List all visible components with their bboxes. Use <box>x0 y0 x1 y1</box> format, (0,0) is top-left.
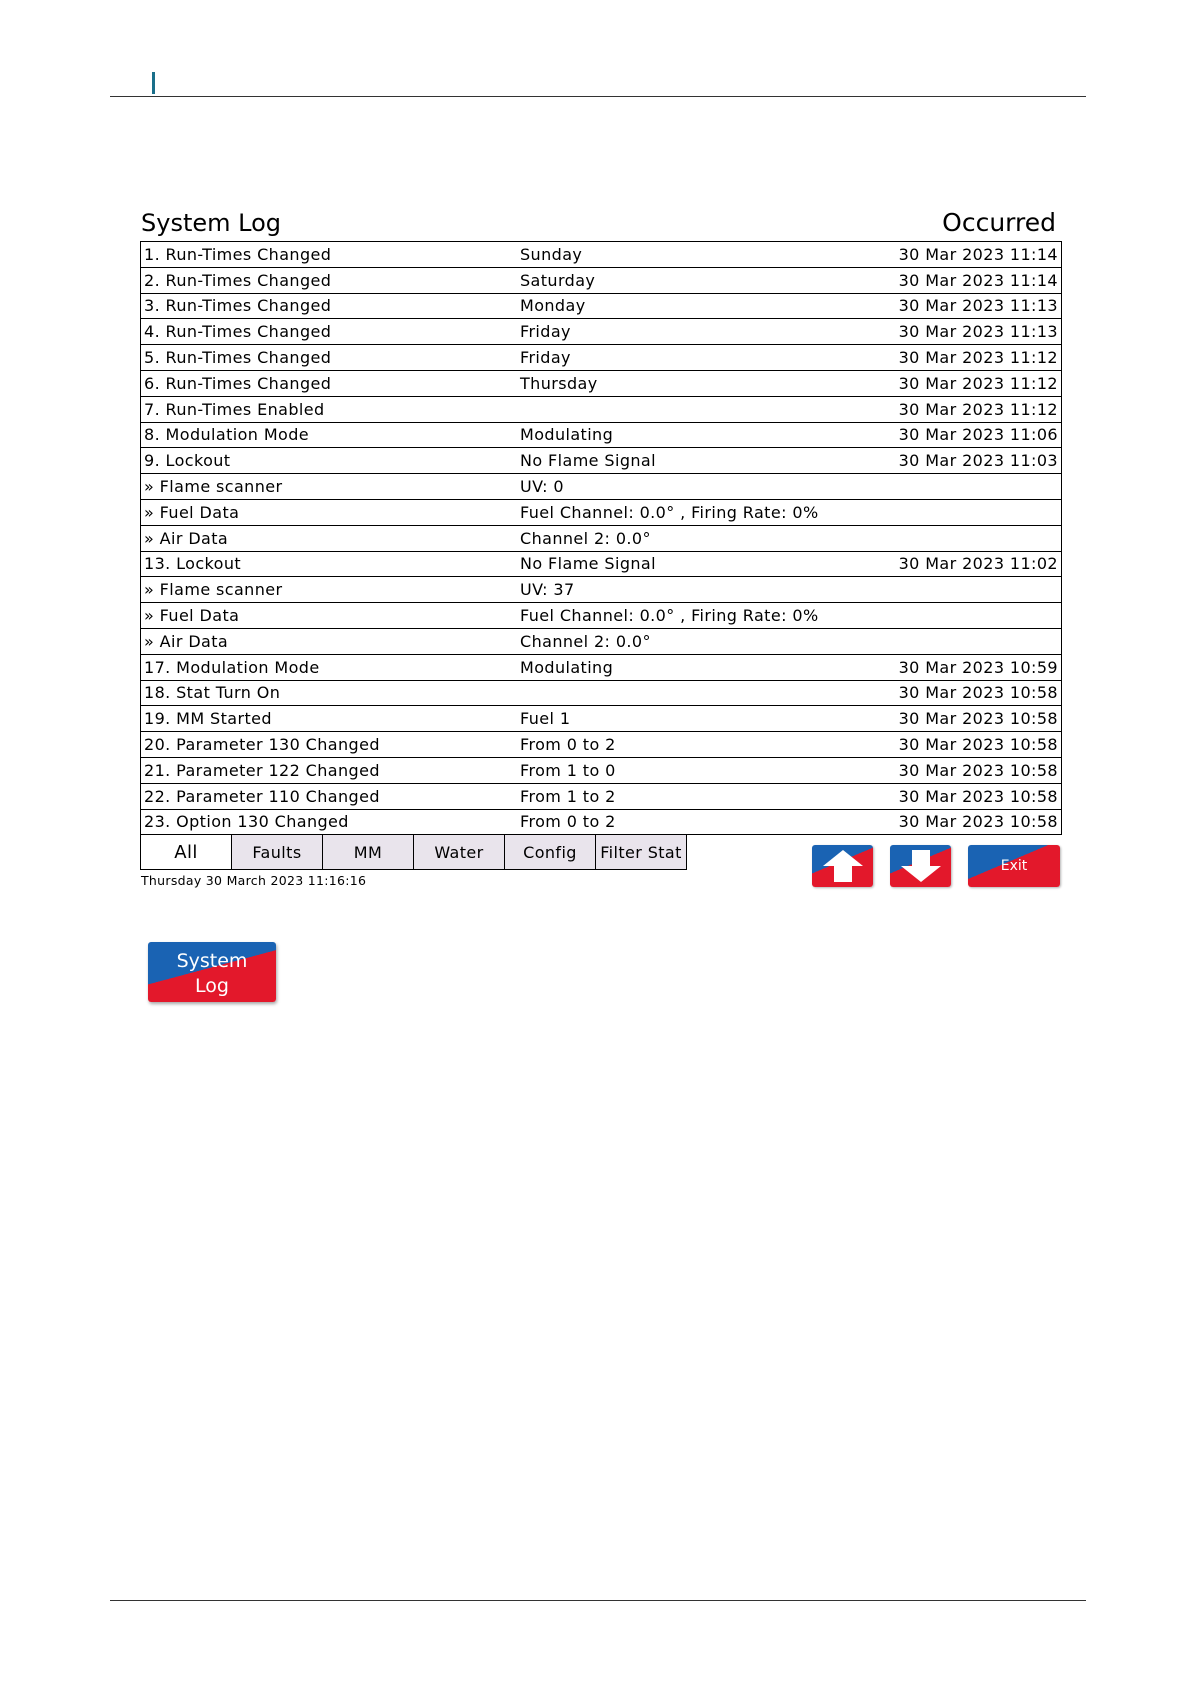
exit-button[interactable] <box>968 845 1060 887</box>
row-description: » Fuel Data <box>141 603 518 629</box>
row-description: » Fuel Data <box>141 499 518 525</box>
arrow-up-icon <box>821 848 865 884</box>
row-time: 30 Mar 2023 11:06 <box>873 422 1062 448</box>
tab-filter-stat[interactable]: Filter Stat <box>595 835 687 870</box>
table-row[interactable] <box>141 396 1062 422</box>
row-detail: Modulating <box>517 422 873 448</box>
row-description: 13. Lockout <box>141 551 518 577</box>
system-log-icon-button[interactable] <box>148 942 276 1002</box>
row-description: 22. Parameter 110 Changed <box>141 783 518 809</box>
row-description: 20. Parameter 130 Changed <box>141 732 518 758</box>
row-description: 21. Parameter 122 Changed <box>141 757 518 783</box>
row-detail: From 1 to 2 <box>517 783 873 809</box>
row-time: 30 Mar 2023 11:14 <box>873 267 1062 293</box>
row-time: 30 Mar 2023 10:58 <box>873 706 1062 732</box>
row-detail: Thursday <box>517 370 873 396</box>
row-description: 9. Lockout <box>141 448 518 474</box>
row-detail: Channel 2: 0.0° <box>517 525 873 551</box>
row-description: 18. Stat Turn On <box>141 680 518 706</box>
row-description: » Flame scanner <box>141 577 518 603</box>
row-time: 30 Mar 2023 10:58 <box>873 809 1062 835</box>
table-row[interactable] <box>141 783 1062 809</box>
row-detail: Monday <box>517 293 873 319</box>
row-description: 4. Run-Times Changed <box>141 319 518 345</box>
tab-mm[interactable]: MM <box>322 835 414 870</box>
system-log-table <box>140 241 1062 835</box>
row-time <box>873 474 1062 500</box>
row-description: 1. Run-Times Changed <box>141 242 518 268</box>
header-divider <box>110 96 1086 97</box>
arrow-down-icon <box>899 848 943 884</box>
icon-label-line1: System <box>176 950 248 972</box>
row-time: 30 Mar 2023 11:14 <box>873 242 1062 268</box>
row-time <box>873 525 1062 551</box>
row-description: 3. Run-Times Changed <box>141 293 518 319</box>
row-detail <box>517 680 873 706</box>
title-row <box>140 205 1064 241</box>
table-row-subdetail[interactable] <box>141 577 1062 603</box>
row-detail: Modulating <box>517 654 873 680</box>
table-row-subdetail[interactable] <box>141 603 1062 629</box>
row-detail: Sunday <box>517 242 873 268</box>
row-description: 2. Run-Times Changed <box>141 267 518 293</box>
row-description: 8. Modulation Mode <box>141 422 518 448</box>
page-title: System Log <box>141 209 281 237</box>
table-row[interactable] <box>141 422 1062 448</box>
tab-config[interactable]: Config <box>504 835 596 870</box>
row-description: 7. Run-Times Enabled <box>141 396 518 422</box>
scroll-up-button[interactable] <box>812 845 873 887</box>
footer-divider <box>110 1600 1086 1601</box>
row-time: 30 Mar 2023 11:03 <box>873 448 1062 474</box>
row-detail <box>517 396 873 422</box>
bottom-bar <box>140 835 1064 905</box>
row-detail: No Flame Signal <box>517 551 873 577</box>
row-detail: UV: 37 <box>517 577 873 603</box>
row-description: » Air Data <box>141 628 518 654</box>
row-time: 30 Mar 2023 10:59 <box>873 654 1062 680</box>
table-row[interactable] <box>141 319 1062 345</box>
table-row[interactable] <box>141 680 1062 706</box>
table-row[interactable] <box>141 654 1062 680</box>
table-row[interactable] <box>141 809 1062 835</box>
row-description: 5. Run-Times Changed <box>141 345 518 371</box>
table-row-subdetail[interactable] <box>141 499 1062 525</box>
header-accent-bar <box>152 72 155 94</box>
row-detail: Fuel Channel: 0.0° , Firing Rate: 0% <box>517 603 873 629</box>
table-row-subdetail[interactable] <box>141 628 1062 654</box>
table-row[interactable] <box>141 345 1062 371</box>
row-description: » Flame scanner <box>141 474 518 500</box>
current-datetime: Thursday 30 March 2023 11:16:16 <box>141 873 367 889</box>
table-row[interactable] <box>141 757 1062 783</box>
exit-label: Exit <box>1000 858 1028 875</box>
row-detail: Saturday <box>517 267 873 293</box>
icon-label-line2: Log <box>195 975 229 997</box>
row-time <box>873 499 1062 525</box>
table-row[interactable] <box>141 370 1062 396</box>
table-row[interactable] <box>141 267 1062 293</box>
table-row[interactable] <box>141 706 1062 732</box>
scroll-down-button[interactable] <box>890 845 951 887</box>
row-time: 30 Mar 2023 11:12 <box>873 396 1062 422</box>
table-row-subdetail[interactable] <box>141 474 1062 500</box>
row-detail: From 0 to 2 <box>517 732 873 758</box>
row-detail: Friday <box>517 345 873 371</box>
occurred-column-header: Occurred <box>942 208 1056 237</box>
system-log-screen <box>140 205 1064 905</box>
row-time: 30 Mar 2023 10:58 <box>873 783 1062 809</box>
row-detail: Channel 2: 0.0° <box>517 628 873 654</box>
row-detail: From 1 to 0 <box>517 757 873 783</box>
row-time: 30 Mar 2023 10:58 <box>873 680 1062 706</box>
table-row[interactable] <box>141 551 1062 577</box>
tab-faults[interactable]: Faults <box>231 835 323 870</box>
row-description: 6. Run-Times Changed <box>141 370 518 396</box>
row-description: 17. Modulation Mode <box>141 654 518 680</box>
filter-tabs <box>140 835 687 870</box>
table-row[interactable] <box>141 448 1062 474</box>
row-time: 30 Mar 2023 10:58 <box>873 732 1062 758</box>
row-time: 30 Mar 2023 11:12 <box>873 345 1062 371</box>
table-row-subdetail[interactable] <box>141 525 1062 551</box>
row-detail: UV: 0 <box>517 474 873 500</box>
row-time: 30 Mar 2023 11:12 <box>873 370 1062 396</box>
row-time <box>873 603 1062 629</box>
row-description: 19. MM Started <box>141 706 518 732</box>
table-row[interactable] <box>141 732 1062 758</box>
row-time: 30 Mar 2023 11:13 <box>873 319 1062 345</box>
tab-all[interactable]: All <box>140 835 232 870</box>
row-detail: From 0 to 2 <box>517 809 873 835</box>
row-description: 23. Option 130 Changed <box>141 809 518 835</box>
row-time: 30 Mar 2023 11:02 <box>873 551 1062 577</box>
row-time <box>873 577 1062 603</box>
row-time <box>873 628 1062 654</box>
table-row[interactable] <box>141 293 1062 319</box>
tab-water[interactable]: Water <box>413 835 505 870</box>
row-detail: Fuel 1 <box>517 706 873 732</box>
row-time: 30 Mar 2023 11:13 <box>873 293 1062 319</box>
row-detail: Fuel Channel: 0.0° , Firing Rate: 0% <box>517 499 873 525</box>
row-detail: Friday <box>517 319 873 345</box>
table-row[interactable] <box>141 242 1062 268</box>
row-detail: No Flame Signal <box>517 448 873 474</box>
row-description: » Air Data <box>141 525 518 551</box>
row-time: 30 Mar 2023 10:58 <box>873 757 1062 783</box>
